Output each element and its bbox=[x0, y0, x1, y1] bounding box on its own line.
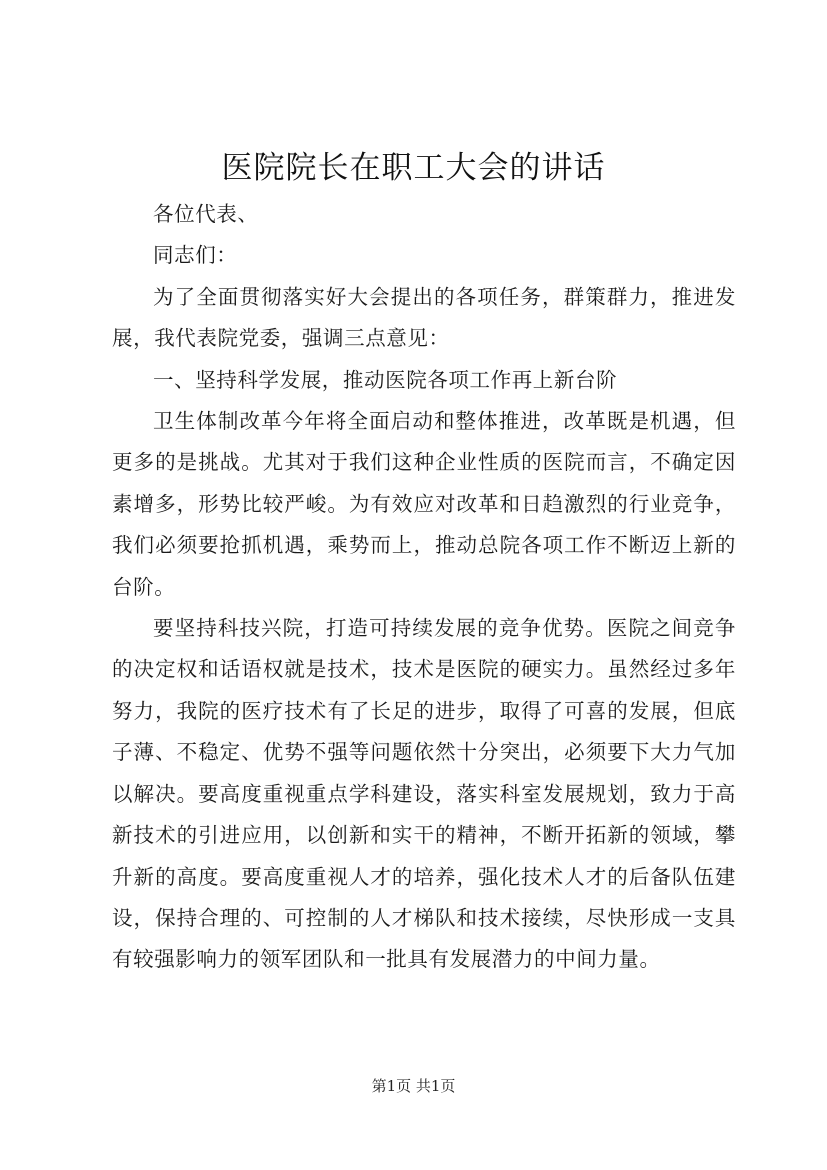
section-heading-1: 一、坚持科学发展，推动医院各项工作再上新台阶 bbox=[153, 367, 618, 392]
body-paragraph-1: 卫生体制改革今年将全面启动和整体推进，改革既是机遇，但更多的是挑战。尤其对于我们这种企业性质的医院而言，不确定因素增多，形势比较严峻。为有效应对改革和日趋激烈的行业竞争，我们必须要抢抓机遇，乘势而上，推动总院各项工作不断迈上新的台阶。 bbox=[112, 409, 736, 599]
salutation-line-2: 同志们： bbox=[153, 243, 238, 268]
salutation-line-1: 各位代表、 bbox=[153, 202, 259, 226]
page-number-footer: 第1页 共1页 bbox=[371, 1077, 456, 1095]
document-body bbox=[112, 194, 736, 981]
body-paragraph-2: 要坚持科技兴院，打造可持续发展的竞争优势。医院之间竞争的决定权和话语权就是技术，技术是医院的硬实力。虽然经过多年努力，我院的医疗技术有了长足的进步，取得了可喜的发展，但底子薄、不稳定、优势不强等问题依然十分突出，必须要下大力气加以解决。要高度重视重点学科建设，落实科室发展规划，致力于高新技术的引进应用，以创新和实干的精神，不断开拓新的领域，攀升新的高度。要高度重视人才的培养，强化技术人才的后备队伍建设，保持合理的、可控制的人才梯队和技术接续，尽快形成一支具有较强影响力的领军团队和一批具有发展潜力的中间力量。 bbox=[112, 616, 736, 972]
intro-paragraph: 为了全面贯彻落实好大会提出的各项任务，群策群力，推进发展，我代表院党委，强调三点意见： bbox=[112, 284, 736, 351]
document-title: 医院院长在职工大会的讲话 bbox=[221, 150, 606, 186]
